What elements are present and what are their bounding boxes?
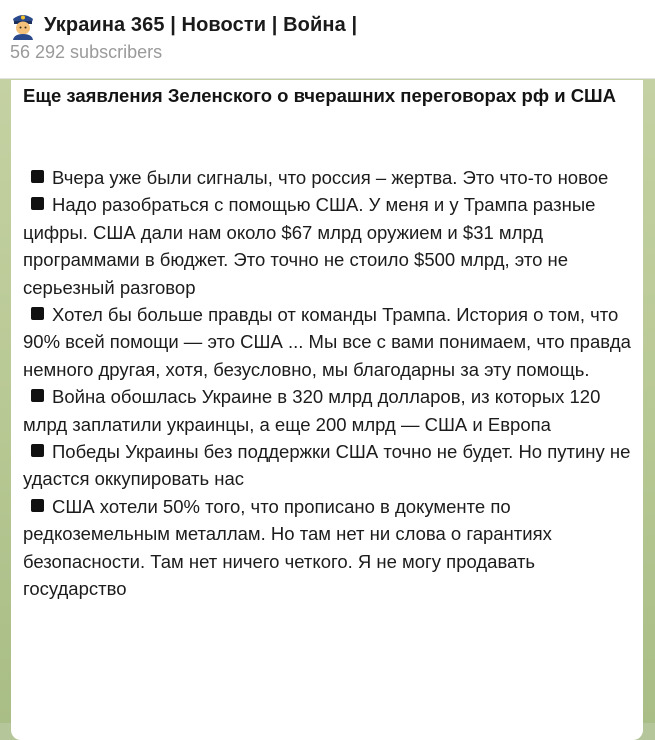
list-item: [23, 164, 631, 191]
list-item: [23, 191, 631, 301]
black-square-icon: [31, 444, 44, 457]
black-square-icon: [31, 307, 44, 320]
channel-title-row: [10, 10, 357, 40]
list-item-text: Надо разобраться с помощью США. У меня и у Трампа разные цифры. США дали нам около $67 млрд оружием и $31 млрд программами в бюджет. Это точно не стоило $500 млрд, это не серьезный разговор: [23, 194, 596, 298]
post-title: Еще заявления Зеленского о вчерашних переговорах рф и США: [23, 85, 617, 106]
list-item-text: Война обошлась Украине в 320 млрд долларов, из которых 120 млрд заплатили украинцы, а еще 200 млрд — США и Европа: [23, 386, 601, 435]
message-bubble[interactable]: [11, 80, 643, 740]
subscriber-count: 56 292 subscribers: [10, 42, 163, 62]
list-item-text: Вчера уже были сигналы, что россия – жертва. Это что-то новое: [52, 167, 609, 188]
post-body: [23, 164, 631, 603]
black-square-icon: [31, 197, 44, 210]
black-square-icon: [31, 499, 44, 512]
channel-header[interactable]: [0, 0, 655, 79]
channel-title[interactable]: Украина 365 | Новости | Война |: [44, 13, 358, 36]
list-item-text: США хотели 50% того, что прописано в документе по редкоземельным металлам. Но там нет ни слова о гарантиях безопасности. Там нет ничего четкого. Я не могу продавать государство: [23, 495, 552, 600]
police-officer-icon: [10, 10, 36, 40]
list-item-text: Победы Украины без поддержки США точно не будет. Но путину не удастся оккупировать нас: [23, 441, 631, 490]
black-square-icon: [31, 389, 44, 402]
list-item: [23, 493, 631, 603]
list-item: [23, 383, 631, 438]
list-item: [23, 438, 631, 493]
list-item-text: Хотел бы больше правды от команды Трампа. История о том, что 90% всей помощи — это США ... Мы все с вами понимаем, что правда немного другая, хотя, безусловно, мы благодарны за эту помощь.: [23, 304, 631, 380]
black-square-icon: [31, 170, 44, 183]
list-item: [23, 301, 631, 383]
